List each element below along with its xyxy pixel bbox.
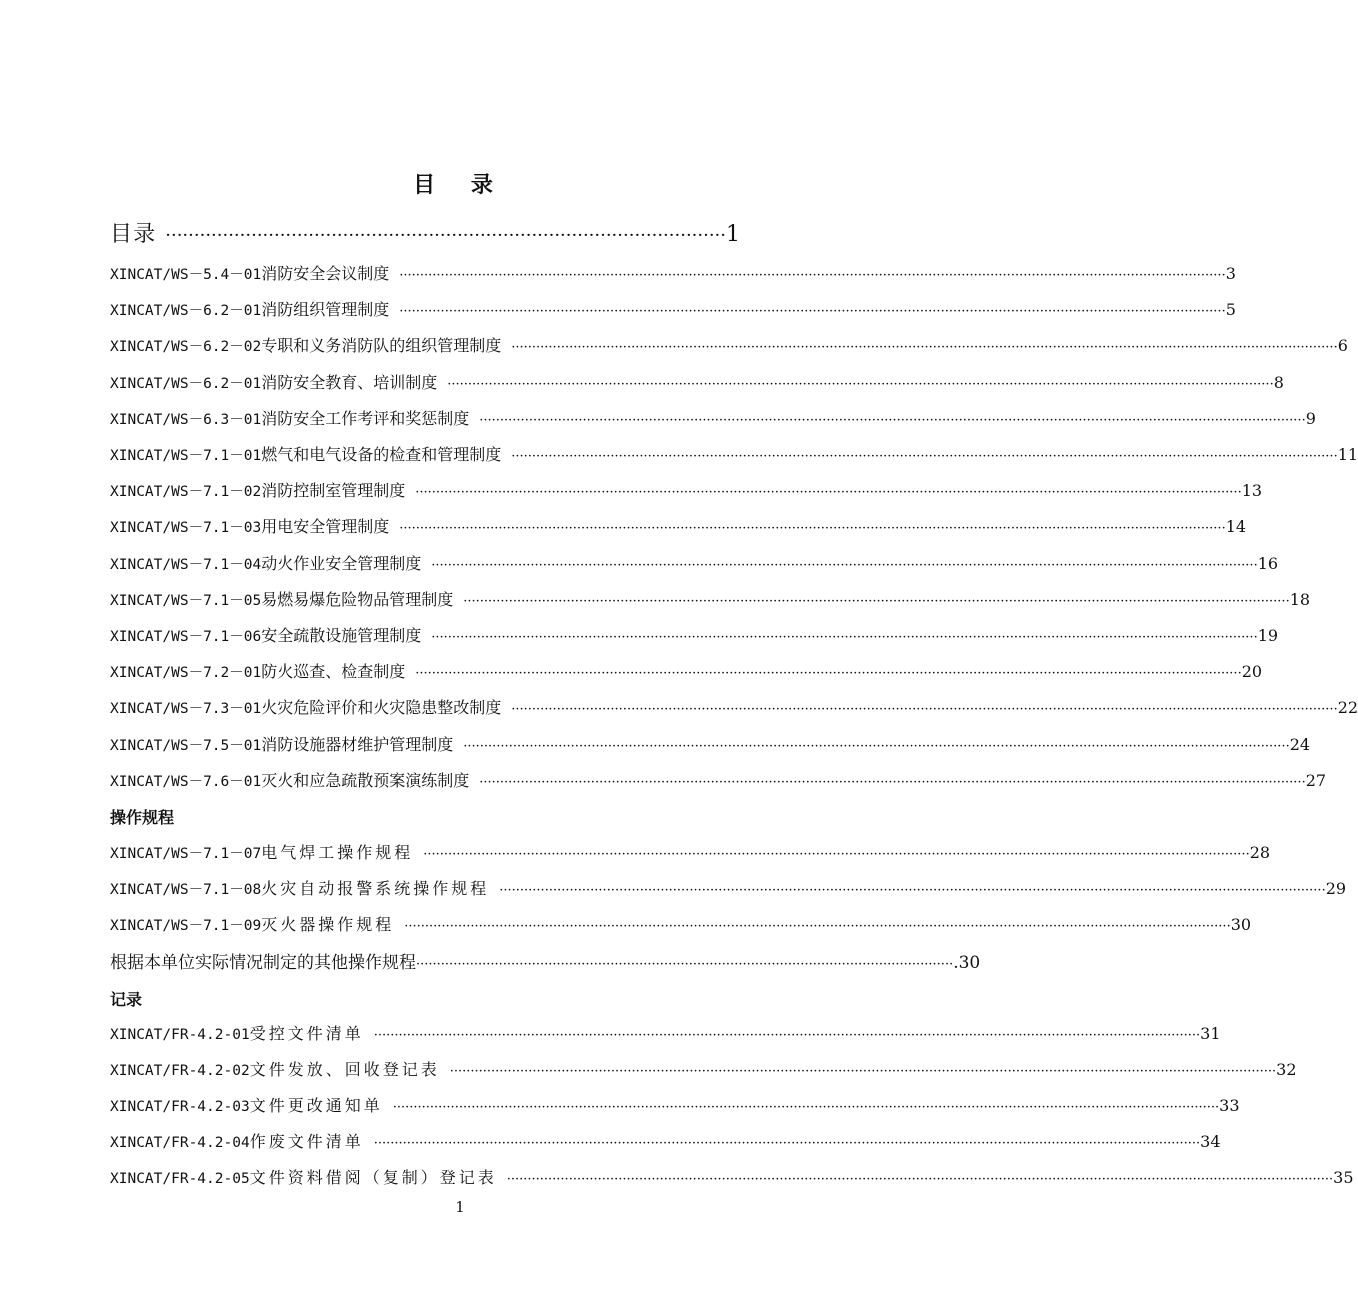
dot-leader: ········································································································································································································ [431, 557, 1258, 573]
toc-entry-code: XINCAT/FR-4.2-05 [110, 1171, 250, 1187]
toc-entry-title: 电气焊工操作规程 [261, 843, 414, 862]
toc-entry-page: 16 [1257, 553, 1279, 573]
toc-entry[interactable] [110, 1021, 1221, 1045]
toc-entry-page: 32 [1276, 1060, 1297, 1079]
toc-entry-title: 用电安全管理制度 [261, 517, 390, 537]
toc-entry-code: XINCAT/WS－7.6－01 [110, 773, 262, 790]
toc-entry-title: 消防设施器材维护管理制度 [261, 734, 454, 754]
toc-entry-code: XINCAT/WS－7.1－09 [110, 918, 262, 934]
toc-entry-title: 文件更改通知单 [249, 1096, 383, 1115]
toc-entry[interactable] [110, 370, 1284, 394]
toc-entry-code: XINCAT/FR-4.2-01 [110, 1027, 250, 1043]
dot-leader: ········································································································································································································ [373, 1136, 1201, 1151]
toc-entry[interactable] [110, 659, 1263, 683]
toc-entry-title: 消防安全教育、培训制度 [261, 372, 438, 392]
toc-entry-title: 火灾危险评价和火灾隐患整改制度 [261, 698, 502, 718]
toc-entry-page: 11 [1337, 445, 1358, 464]
toc-entry[interactable] [110, 1165, 1354, 1189]
toc-entry-title: 受控文件清单 [249, 1024, 364, 1043]
toc-entry-title: 根据本单位实际情况制定的其他操作规程 [110, 953, 416, 973]
toc-entry[interactable] [110, 768, 1327, 792]
toc-entry-page: 22 [1337, 698, 1358, 718]
toc-entry-title: 文件发放、回收登记表 [249, 1060, 440, 1079]
toc-entry-title: 消防安全会议制度 [261, 264, 390, 283]
toc-entry[interactable] [110, 333, 1348, 357]
dot-leader: ········································································································································································································ [392, 1100, 1220, 1115]
toc-entry-page: 34 [1200, 1132, 1221, 1151]
toc-entry-page: 19 [1257, 626, 1279, 645]
toc-entry-page: 5 [1225, 300, 1236, 320]
toc-entry[interactable] [110, 1129, 1221, 1153]
toc-entry[interactable] [110, 732, 1311, 756]
section-heading-records: 记录 [110, 990, 143, 1009]
dot-leader: ········································································································································································································ [447, 376, 1274, 392]
toc-entry-title: 作废文件清单 [249, 1132, 364, 1151]
toc-entry-page: 8 [1273, 372, 1284, 392]
toc-entry-code: XINCAT/WS－7.2－01 [110, 665, 262, 682]
toc-entry-code: XINCAT/WS－7.1－02 [110, 484, 262, 501]
dot-leader: ········································································································································································································ [463, 738, 1290, 754]
toc-entry-title: 文件资料借阅（复制）登记表 [249, 1168, 497, 1187]
section-heading-operations: 操作规程 [110, 808, 175, 827]
toc-entry-page: 14 [1225, 517, 1247, 537]
dot-leader: ········································································································································································································ [399, 521, 1226, 537]
toc-entry-title: 易燃易爆危险物品管理制度 [261, 589, 454, 609]
dot-leader: ········································································································································································································ [449, 1064, 1277, 1079]
toc-entry-code: XINCAT/WS－7.1－08 [110, 882, 262, 898]
toc-entry-page: 18 [1289, 589, 1311, 609]
toc-entry-page: 24 [1289, 734, 1311, 754]
toc-entry-code: XINCAT/WS－7.5－01 [110, 737, 262, 754]
dot-leader: ········································································································································································································ [399, 304, 1226, 320]
dot-leader: ········································································································································································································ [431, 630, 1258, 645]
toc-entry-page: 27 [1305, 770, 1327, 790]
toc-entry[interactable] [110, 1093, 1240, 1117]
page-number: 1 [455, 1198, 465, 1216]
toc-entry-page: 29 [1325, 879, 1347, 898]
toc-entry-page: 28 [1249, 843, 1271, 862]
dot-leader: ········································································································································································································ [511, 449, 1338, 464]
toc-entry-title: 动火作业安全管理制度 [261, 553, 422, 573]
toc-entry-page: 13 [1241, 481, 1263, 501]
toc-entry[interactable] [110, 551, 1279, 575]
toc-heading-left: 目 [110, 222, 133, 247]
dot-leader: ········································································································································································································ [506, 1172, 1334, 1187]
dot-leader: ········································································································································································································ [511, 702, 1338, 718]
toc-entry-page: 33 [1219, 1096, 1240, 1115]
toc-entry-page: .30 [953, 953, 981, 973]
toc-entry[interactable] [110, 1057, 1297, 1081]
dot-leader: ········································································································································································································ [511, 340, 1338, 356]
toc-entry[interactable] [110, 695, 1358, 719]
dot-leader: ········································································································································································································ [373, 1028, 1201, 1043]
toc-entry[interactable] [110, 442, 1358, 466]
toc-entry-title: 灭火器操作规程 [261, 915, 395, 934]
dot-leader: ········································································································································································································ [415, 485, 1242, 501]
toc-entry[interactable] [110, 514, 1247, 538]
dot-leader: ·································································································································· [416, 957, 954, 972]
toc-entry-title: 消防组织管理制度 [261, 300, 390, 320]
toc-entry[interactable] [110, 912, 1252, 936]
toc-entry[interactable] [110, 587, 1311, 611]
toc-entry-title: 专职和义务消防队的组织管理制度 [261, 336, 502, 356]
toc-entry-page: 6 [1337, 336, 1348, 356]
toc-entry-page: 31 [1200, 1024, 1221, 1043]
toc-entry-title: 消防控制室管理制度 [261, 481, 406, 501]
toc-entry-title: 灭火和应急疏散预案演练制度 [261, 770, 470, 790]
toc-entry-other-ops[interactable] [110, 948, 981, 973]
toc-entry-title: 消防安全工作考评和奖惩制度 [261, 408, 470, 428]
toc-entry-title: 安全疏散设施管理制度 [261, 626, 422, 645]
dot-leader: ········································································································································································································ [423, 847, 1250, 862]
toc-entry-page: 20 [1241, 662, 1263, 682]
toc-entry[interactable] [110, 840, 1271, 864]
toc-entry-code: XINCAT/FR-4.2-02 [110, 1063, 250, 1079]
dot-leader: ········································································································································································································ [479, 774, 1306, 790]
toc-entry-title: 防火巡查、检查制度 [261, 662, 406, 682]
toc-entry-code: XINCAT/WS－6.3－01 [110, 411, 262, 428]
toc-entry[interactable] [110, 623, 1279, 647]
toc-entry-code: XINCAT/WS－7.3－01 [110, 701, 262, 718]
toc-entry[interactable] [110, 478, 1263, 502]
toc-entry[interactable] [110, 297, 1236, 321]
toc-entry-code: XINCAT/WS－6.2－01 [110, 375, 262, 392]
toc-heading-page: 1 [726, 222, 740, 247]
toc-entry-code: XINCAT/WS－7.1－06 [110, 629, 262, 645]
toc-entry-title: 燃气和电气设备的检查和管理制度 [261, 445, 502, 464]
toc-entry-code: XINCAT/WS－7.1－04 [110, 556, 262, 573]
dot-leader: ········································································································································································································ [499, 883, 1326, 898]
toc-entry[interactable] [110, 406, 1316, 430]
toc-entry-code: XINCAT/WS－7.1－01 [110, 448, 262, 464]
toc-entry-code: XINCAT/WS－6.2－01 [110, 303, 262, 320]
toc-entry-page: 3 [1225, 264, 1236, 283]
dot-leader: ········································································································································································································ [399, 268, 1226, 283]
toc-entry-code: XINCAT/WS－7.1－03 [110, 520, 262, 537]
dot-leader: ········································································································································································································ [404, 919, 1231, 934]
toc-entry[interactable] [110, 876, 1347, 900]
toc-entry-page: 9 [1305, 408, 1316, 428]
dot-leader: ········································································································································································································ [463, 593, 1290, 609]
dot-leader: ·································································································· [165, 225, 726, 246]
toc-entry-code: XINCAT/WS－7.1－05 [110, 592, 262, 609]
toc-entry-code: XINCAT/WS－5.4－01 [110, 267, 262, 283]
toc-entry-code: XINCAT/FR-4.2-03 [110, 1099, 250, 1115]
toc-entry-title: 火灾自动报警系统操作规程 [261, 879, 490, 898]
toc-entry-code: XINCAT/WS－6.2－02 [110, 339, 262, 356]
toc-entry[interactable] [110, 261, 1236, 285]
toc-entry-code: XINCAT/FR-4.2-04 [110, 1135, 250, 1151]
toc-entry-page: 30 [1230, 915, 1252, 934]
dot-leader: ········································································································································································································ [415, 666, 1242, 682]
toc-entry-code: XINCAT/WS－7.1－07 [110, 846, 262, 862]
toc-heading-entry[interactable] [110, 217, 740, 247]
dot-leader: ········································································································································································································ [479, 412, 1306, 428]
toc-heading-right: 录 [133, 222, 156, 247]
toc-entry-page: 35 [1333, 1168, 1354, 1187]
page-title: 目 录 [413, 173, 507, 198]
